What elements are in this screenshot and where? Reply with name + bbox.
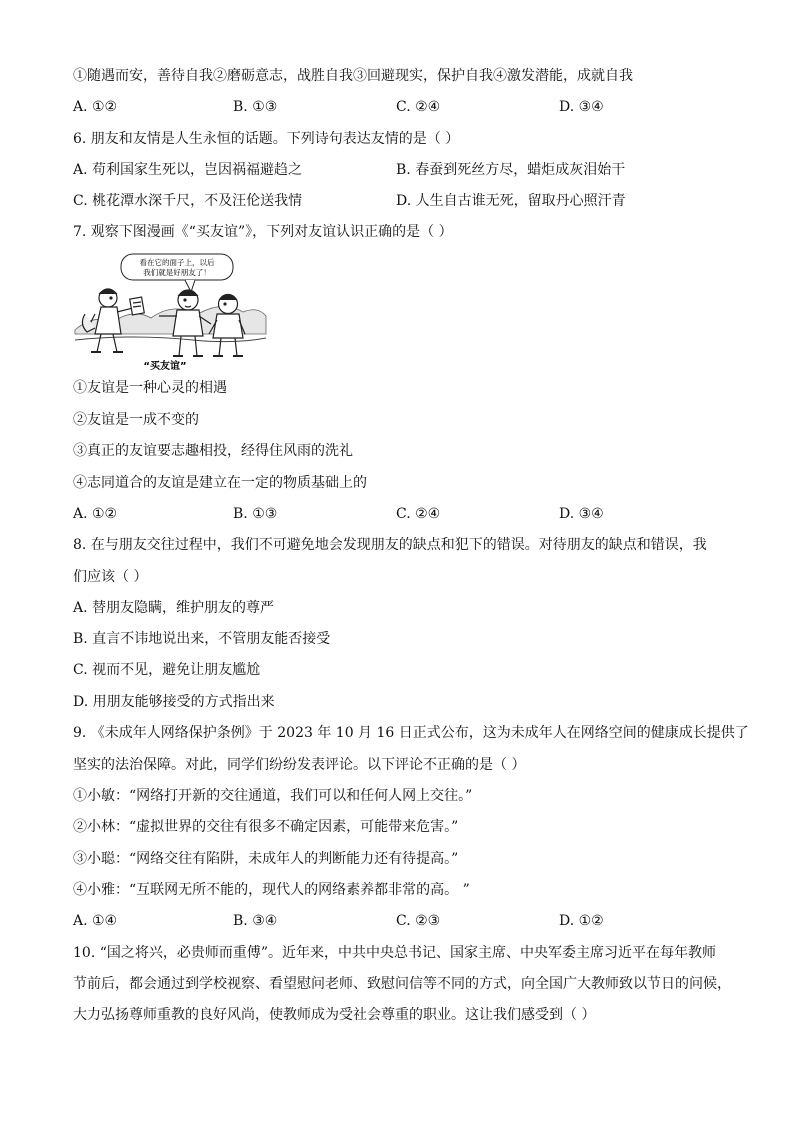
q7-statement-3: ③真正的友谊要志趣相投，经得住风雨的洗礼: [73, 443, 353, 459]
q7-option-c[interactable]: C. ②④: [396, 506, 441, 522]
q9-statement-3: ③小聪：“网络交往有陷阱，未成年人的判断能力还有待提高。”: [73, 851, 459, 867]
q9-option-c[interactable]: C. ②③: [396, 913, 441, 929]
q7-option-b[interactable]: B. ①③: [233, 506, 278, 522]
q8-stem-line1: 8. 在与朋友交往过程中，我们不可避免地会发现朋友的缺点和犯下的错误。对待朋友的缺点和错误，我: [73, 537, 707, 553]
q7-stem: 7. 观察下图漫画《“买友谊”》，下列对友谊认识正确的是（ ）: [73, 224, 453, 240]
q9-statement-4: ④小雅：“互联网无所不能的，现代人的网络素养都非常的高。 ”: [73, 882, 470, 898]
bubble-text-line1: 看在它的面子上，以后: [139, 258, 215, 267]
q8-option-a[interactable]: A. 替朋友隐瞒，维护朋友的尊严: [73, 600, 275, 616]
q7-option-d[interactable]: D. ③④: [559, 506, 604, 522]
q7-statement-2: ②友谊是一成不变的: [73, 412, 199, 428]
q8-option-c[interactable]: C. 视而不见，避免让朋友尴尬: [73, 662, 261, 678]
q9-stem-line1: 9. 《未成年人网络保护条例》于 2023 年 10 月 16 日正式公布，这为未成年人在网络空间的健康成长提供了: [73, 725, 749, 741]
q10-line2: 节前后，都会通过到学校视察、看望慰问老师、致慰问信等不同的方式，向全国广大教师致以节日的问候，: [73, 976, 731, 992]
q5-option-a[interactable]: A. ①②: [73, 99, 118, 115]
q7-statement-4: ④志同道合的友谊是建立在一定的物质基础上的: [73, 475, 367, 491]
q6-options-row1: [73, 160, 733, 180]
q9-options: [73, 911, 733, 931]
q9-option-b[interactable]: B. ③④: [233, 913, 278, 929]
bubble-text-line2: 我们就是好朋友了！: [143, 268, 211, 277]
q9-stem-line2: 坚实的法治保障。对此，同学们纷纷发表评论。以下评论不正确的是（ ）: [73, 757, 526, 773]
q5-option-b[interactable]: B. ①③: [233, 99, 278, 115]
q8-option-b[interactable]: B. 直言不讳地说出来，不管朋友能否接受: [73, 631, 331, 647]
q6-option-c[interactable]: C. 桃花潭水深千尺，不及汪伦送我情: [73, 193, 303, 209]
q6-options-row2: [73, 191, 733, 211]
q8-option-d[interactable]: D. 用朋友能够接受的方式指出来: [73, 694, 275, 710]
q5-option-c[interactable]: C. ②④: [396, 99, 441, 115]
q10-line1: 10. “国之将兴，必贵师而重傅”。近年来，中共中央总书记、国家主席、中央军委主席习近平在每年教师: [73, 945, 717, 961]
q6-option-a[interactable]: A. 苟利国家生死以，岂因祸福避趋之: [73, 162, 303, 178]
right-character: [209, 295, 245, 357]
q9-option-d[interactable]: D. ①②: [559, 913, 604, 929]
q7-options: [73, 504, 733, 524]
buying-friendship-cartoon: [73, 252, 268, 372]
q8-stem-line2: 们应该（ ）: [73, 569, 148, 585]
q9-statement-1: ①小敏：“网络打开新的交往通道，我们可以和任何人网上交往。”: [73, 788, 473, 804]
q5-option-d[interactable]: D. ③④: [559, 99, 604, 115]
q5-options: [73, 97, 733, 117]
q10-line3: 大力弘扬尊师重教的良好风尚，使教师成为受社会尊重的职业。这让我们感受到（ ）: [73, 1007, 596, 1023]
q6-stem: 6. 朋友和友情是人生永恒的话题。下列诗句表达友情的是（ ）: [73, 131, 460, 147]
q7-statement-1: ①友谊是一种心灵的相遇: [73, 380, 227, 396]
q9-option-a[interactable]: A. ①④: [73, 913, 118, 929]
q6-option-d[interactable]: D. 人生自古谁无死，留取丹心照汗青: [396, 193, 626, 209]
q9-statement-2: ②小林：“虚拟世界的交往有很多不确定因素，可能带来危害。”: [73, 819, 459, 835]
cartoon-caption: “买友谊”: [143, 361, 187, 372]
q5-statements: ①随遇而安，善待自我②磨砺意志，战胜自我③回避现实，保护自我④激发潜能，成就自我: [73, 68, 633, 84]
q7-option-a[interactable]: A. ①②: [73, 506, 118, 522]
q6-option-b[interactable]: B. 春蚕到死丝方尽，蜡炬成灰泪始干: [396, 162, 626, 178]
